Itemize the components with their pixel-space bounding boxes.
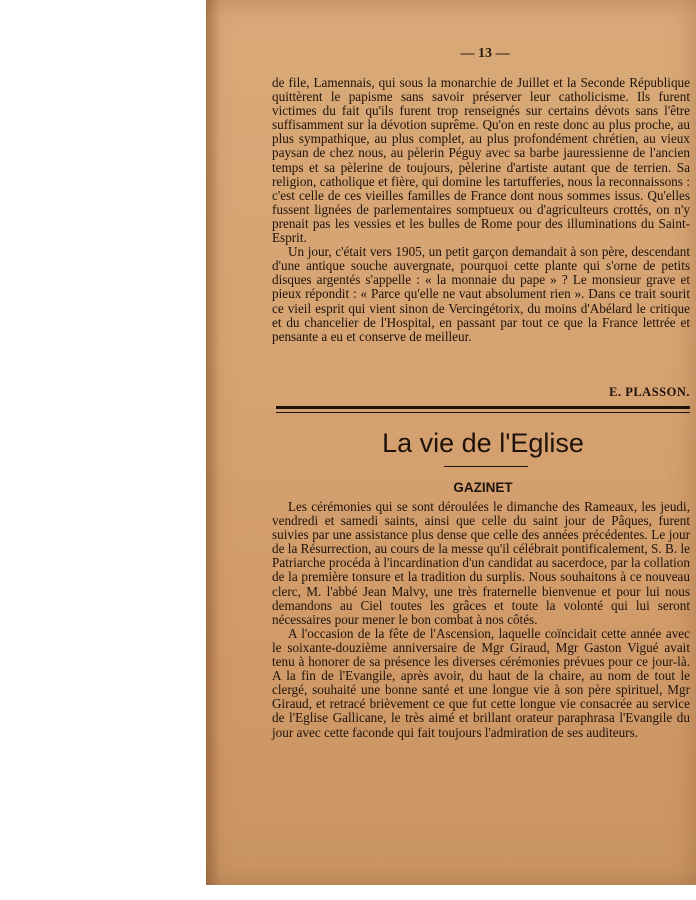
article-text xyxy=(272,76,690,344)
section-divider-thick xyxy=(276,406,690,409)
page-number: — 13 — xyxy=(460,46,510,61)
author-signature: E. PLASSON. xyxy=(609,385,690,399)
title-underline xyxy=(444,466,528,467)
church-news-text xyxy=(272,500,690,740)
section-title: La vie de l'Eglise xyxy=(382,428,584,458)
paragraph: de file, Lamennais, qui sous la monarchie de Juillet et la Seconde République quittèrent le papisme sans savoir préserver leur catholicisme. Ils furent victimes du fait qu'ils furent trop renseignés sur certains dévots sans l'être suffisamment sur la dévotion suprême. Qu'on en reste donc au plus proche, au plus sympathique, au plus complet, au plus profondément chrétien, au vieux paysan de chez nous, au pèlerin Péguy avec sa barbe jauressienne de l'ancien temps et sa pèlerine de toujours, pèlerine d'artiste autant que de terrien. Sa religion, catholique et fière, qui domine les tartufferies, nous la reconnaissons : c'est celle de ces vieilles familles de France dont nous sommes issus. Qu'elles fussent lignées de parlementaires somptueux ou d'agriculteurs crottés, on n'y prenait pas les vessies et les bulles de Rome pour des illuminations du Saint-Esprit. xyxy=(272,75,690,246)
paragraph: A l'occasion de la fête de l'Ascension, laquelle coïncidait cette année avec le soixante-douzième anniversaire de Mgr Giraud, Mgr Gaston Vigué avait tenu à honorer de sa présence les diverses cérémonies prévues pour ce jour-là. A la fin de l'Evangile, après avoir, du haut de la chaire, au nom de tout le clergé, souhaité une bonne santé et une longue vie à son père spirituel, Mgr Giraud, et retracé brièvement ce que fut cette longue vie consacrée au service de l'Eglise Gallicane, le très aimé et brillant orateur paraphrasa l'Evangile du jour avec cette faconde qui fait toujours l'admiration de ses auditeurs. xyxy=(272,625,690,740)
paragraph: Un jour, c'était vers 1905, un petit garçon demandait à son père, descendant d'une antique souche auvergnate, pourquoi cette plante qui s'orne de petits disques argentés s'appelle : « la monnaie du pape » ? Le monsieur grave et pieux répondit : « Parce qu'elle ne vaut absolument rien ». Dans ce trait sourit ce vieil esprit qui vient sinon de Vercingétorix, du moins d'Abélard le critique et du chancelier de l'Hospital, en passant par tout ce que la France lettrée et pensante a eu et conserve de meilleur. xyxy=(272,244,690,344)
section-divider-thin xyxy=(276,412,690,413)
subsection-title: GAZINET xyxy=(453,480,513,495)
paragraph: Les cérémonies qui se sont déroulées le dimanche des Rameaux, les jeudi, vendredi et samedi saints, ainsi que celle du saint jour de Pâques, furent suivies par une assistance plus dense que celle des années précédentes. Le jour de la Résurrection, au cours de la messe qu'il célébrait pontificalement, S. B. le Patriarche procéda à l'incardination d'un candidat au sacerdoce, par la collation de la première tonsure et la tradition du surplis. Nous souhaitons à ce nouveau clerc, M. l'abbé Jean Malvy, une très fraternelle bienvenue et pour lui nous demandons au Ciel toutes les grâces et toute la volonté qui lui seront nécessaires pour mener le bon combat à nos côtés. xyxy=(272,499,690,627)
paper-shadow-edge xyxy=(206,0,220,885)
